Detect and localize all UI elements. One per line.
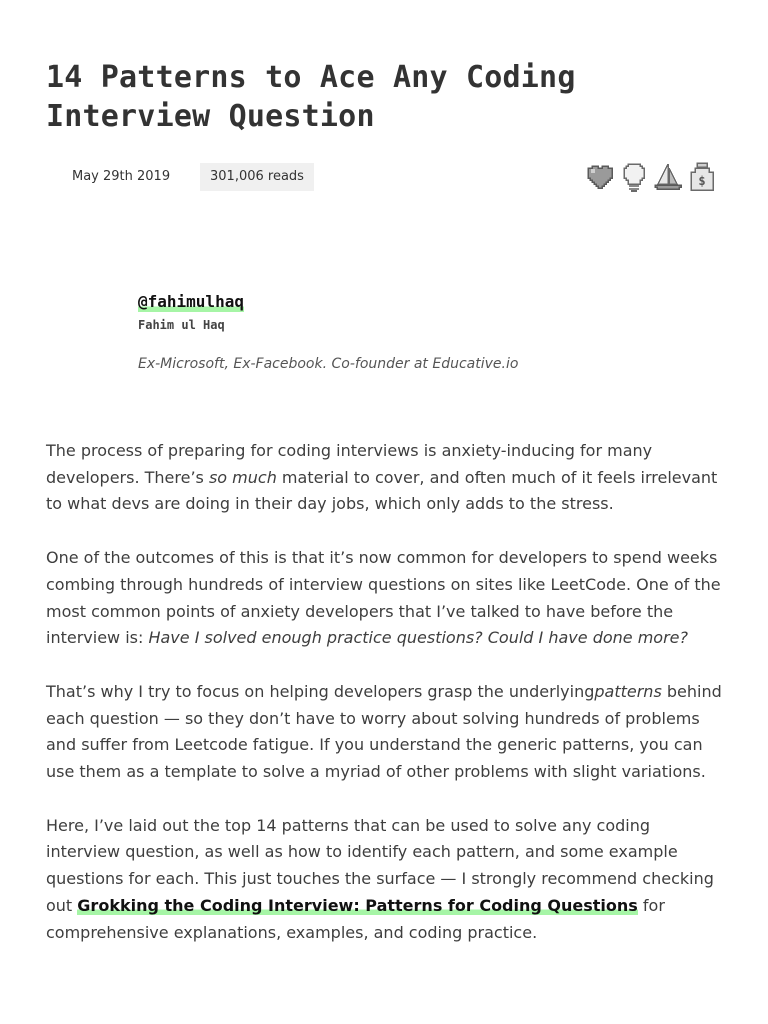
paragraph-text: for comprehensive explanations, examples, and coding practice. <box>46 895 665 942</box>
grokking-course-link[interactable]: Grokking the Coding Interview: Patterns for Coding Questions <box>77 895 638 915</box>
author-name: Fahim ul Haq <box>138 318 225 332</box>
reads-badge: 301,006 reads <box>200 163 314 191</box>
heart-icon[interactable] <box>584 160 616 194</box>
paragraph-emphasis: Have I solved enough practice questions? Could I have done more? <box>148 628 688 648</box>
paragraph-text: material to cover, and often much of it feels irrelevant to what devs are doing in their day jobs, which only adds to the stress. <box>46 467 718 514</box>
paragraph-text: The process of preparing for coding interviews is anxiety-inducing for many developers. There’s <box>46 441 653 487</box>
paragraph-text: Here, I’ve laid out the top 14 patterns that can be used to solve any coding interview question, as well as how to identify each pattern, and some example questions for each. This just touches the surface — I strongly recommend checking out <box>46 815 714 915</box>
paragraph-text: behind each question — so they don’t have to worry about solving hundreds of problems and suffer from Leetcode fatigue. If you understand the generic patterns, you can use them as a template to solve a myriad of other problems with slight variations. <box>46 681 722 782</box>
article-body <box>46 438 728 973</box>
paragraph <box>46 679 728 786</box>
paragraph-text: One of the outcomes of this is that it’s now common for developers to spend weeks combing through hundreds of interview questions on sites like LeetCode. One of the most common points of anxiety developers that I’ve talked to have before the interview is: <box>46 548 721 648</box>
paragraph-text: That’s why I try to focus on helping developers grasp the underlying <box>46 681 595 701</box>
paragraph <box>46 438 728 518</box>
paragraph <box>46 813 728 947</box>
paragraph-emphasis: patterns <box>594 681 662 701</box>
publish-date: May 29th 2019 <box>72 169 171 184</box>
svg-text:$: $ <box>698 174 706 188</box>
author-card <box>138 292 698 373</box>
money-bag-icon[interactable] <box>686 160 718 194</box>
reactions-bar <box>584 160 718 194</box>
article-title: 14 Patterns to Ace Any Coding Interview Question <box>46 60 576 134</box>
paragraph-emphasis: so much <box>208 467 277 487</box>
lightbulb-icon[interactable] <box>618 160 650 194</box>
author-bio: Ex-Microsoft, Ex-Facebook. Co-founder at Educative.io <box>138 356 519 372</box>
author-handle-link[interactable]: @fahimulhaq <box>138 292 244 311</box>
boat-icon[interactable] <box>652 160 684 194</box>
paragraph <box>46 545 728 652</box>
article-meta <box>46 162 722 194</box>
